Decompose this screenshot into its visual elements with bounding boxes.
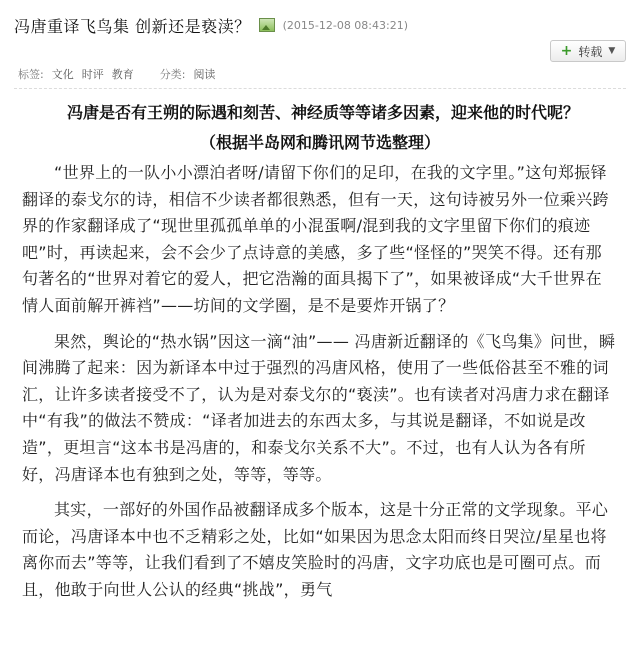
post-timestamp: (2015-12-08 08:43:21): [282, 18, 409, 32]
tags-label: 标签:: [18, 68, 44, 81]
tag-link[interactable]: 时评: [81, 68, 104, 81]
repost-label: 转载: [578, 44, 603, 59]
article-paragraph: 其实，一部好的外国作品被翻译成多个版本，这是十分正常的文学现象。平心而论，冯唐译本中也不乏精彩之处，比如“如果因为思念太阳而终日哭泣/星星也将离你而去”等等，让我们看到了不嬉皮笑脸时的冯唐，文字功底也是可圈可点。而且，他敢于向世人公认的经典“挑战”，勇气: [22, 500, 609, 599]
repost-button[interactable]: [550, 40, 626, 62]
post-meta: [18, 66, 215, 82]
category-label: 分类:: [159, 68, 186, 81]
chevron-down-icon: ▼: [608, 46, 616, 56]
tag-link[interactable]: 教育: [111, 68, 134, 81]
meta-spacer: [142, 66, 152, 82]
article-body: [22, 160, 618, 613]
image-icon: [259, 18, 275, 32]
header-divider: [14, 88, 626, 89]
article-paragraph: 果然，舆论的“热水锅”因这一滴“油”—— 冯唐新近翻译的《飞鸟集》问世，瞬间沸腾了起来：因为新译本中过于强烈的冯唐风格，使用了一些低俗甚至不雅的词汇，让许多读者接受不了，认为是对泰戈尔的“亵渎”。也有读者对冯唐力求在翻译中“有我”的做法不赞成：“译者加进去的东西太多，与其说是翻译，不如说是改造”，更坦言“这本书是冯唐的，和泰戈尔关系不大”。不过，也有人认为各有所好，冯唐译本也有独到之处，等等，等等。: [22, 331, 616, 484]
article-headline: 冯唐是否有王朔的际遇和刻苦、神经质等等诸多因素，迎来他的时代呢？: [66, 103, 579, 122]
tag-link[interactable]: 文化: [51, 68, 74, 81]
post-title[interactable]: 冯唐重译飞鸟集 创新还是亵渎？: [14, 16, 251, 36]
post-header: [14, 10, 626, 40]
category-link[interactable]: 阅读: [193, 68, 216, 81]
article-subheading: （根据半岛网和腾讯网节选整理）: [199, 133, 440, 152]
article-paragraph: “世界上的一队小小漂泊者呀/请留下你们的足印，在我的文字里。”这句郑振铎翻译的泰戈尔的诗，相信不少读者都很熟悉，但有一天，这句诗被另外一位乘兴跨界的作家翻译成了“现世里孤孤单单的小混蛋啊/混到我的文字里留下你们的痕迹吧”时，再读起来，会不会少了点诗意的美感，多了些“怪怪的”哭笑不得。还有那句著名的“世界对着它的爱人，把它浩瀚的面具揭下了”，如果被译成“大千世界在情人面前解开裤裆”——坊间的文学圈，是不是要炸开锅了？: [22, 163, 609, 315]
plus-icon: +: [560, 43, 573, 59]
